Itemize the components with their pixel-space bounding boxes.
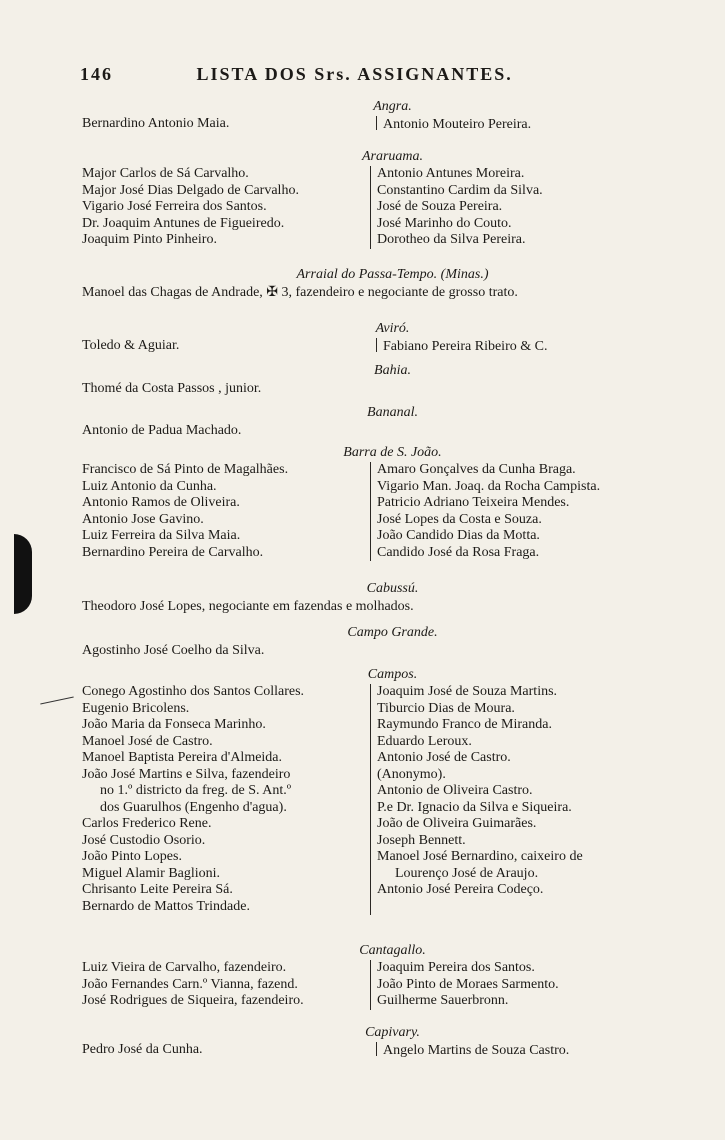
subscriber: Chrisanto Leite Pereira Sá. <box>82 882 233 897</box>
section-barra-de-sao-joao <box>0 444 725 561</box>
place-heading: Campo Grande. <box>347 625 438 640</box>
subscriber: Manoel José Bernardino, caixeiro de <box>377 849 583 864</box>
place-heading: Aviró. <box>375 321 410 336</box>
place-heading: Barra de S. João. <box>343 445 442 460</box>
subscriber: José Rodrigues de Siqueira, fazendeiro. <box>82 993 304 1008</box>
subscriber: Luiz Vieira de Carvalho, fazendeiro. <box>82 960 287 975</box>
subscriber: Eugenio Bricolens. <box>82 700 190 716</box>
subscriber: Dorotheo da Silva Pereira. <box>377 232 526 247</box>
section-campo-grande <box>0 624 725 659</box>
subscriber-continued: dos Guarulhos (Engenho d'agua). <box>100 799 287 815</box>
subscriber: Conego Agostinho dos Santos Collares. <box>82 684 305 699</box>
section-arraial <box>0 266 725 301</box>
subscriber: João Candido Dias da Motta. <box>377 528 540 543</box>
subscriber: Vigario José Ferreira dos Santos. <box>82 199 267 214</box>
subscriber: Angelo Martins de Souza Castro. <box>383 1043 570 1058</box>
subscriber: João de Oliveira Guimarães. <box>377 816 537 831</box>
subscriber: Carlos Frederico Rene. <box>82 816 212 831</box>
subscriber: Antonio José Pereira Codeço. <box>377 882 544 897</box>
subscriber: Antonio Mouteiro Pereira. <box>383 117 532 132</box>
subscriber: Agostinho José Coelho da Silva. <box>82 643 265 658</box>
subscriber: Luiz Antonio da Cunha. <box>82 478 217 494</box>
subscriber: Antonio Jose Gavino. <box>82 511 204 527</box>
subscriber: João Pinto Lopes. <box>82 849 182 864</box>
place-heading: Angra. <box>373 99 412 114</box>
subscriber: João Maria da Fonseca Marinho. <box>82 717 266 732</box>
subscriber: Manoel das Chagas de Andrade, ✠ 3, fazendeiro e negociante de grosso trato. <box>82 285 518 300</box>
section-cantagallo <box>0 942 725 1010</box>
subscriber: Major José Dias Delgado de Carvalho. <box>82 182 299 198</box>
subscriber: Joseph Bennett. <box>377 832 466 848</box>
subscriber: (Anonymo). <box>377 766 446 782</box>
subscriber: José Marinho do Couto. <box>377 215 512 231</box>
subscriber: Constantino Cardim da Silva. <box>377 182 543 198</box>
section-angra <box>0 98 725 134</box>
subscriber: José de Souza Pereira. <box>377 199 503 214</box>
place-heading: Campos. <box>367 667 418 682</box>
subscriber: Tiburcio Dias de Moura. <box>377 700 515 716</box>
subscriber: Candido José da Rosa Fraga. <box>377 544 540 560</box>
subscriber: Raymundo Franco de Miranda. <box>377 717 552 732</box>
subscriber: Joaquim José de Souza Martins. <box>377 684 558 699</box>
subscriber: José Custodio Osorio. <box>82 832 206 848</box>
subscriber: Thomé da Costa Passos , junior. <box>82 381 262 396</box>
subscriber: Antonio de Oliveira Castro. <box>377 783 533 798</box>
place-heading: Cantagallo. <box>359 943 426 958</box>
section-bahia <box>0 362 725 397</box>
place-heading: Capivary. <box>365 1025 420 1040</box>
page-title: LISTA DOS Srs. ASSIGNANTES. <box>196 64 513 84</box>
subscriber: Dr. Joaquim Antunes de Figueiredo. <box>82 215 285 231</box>
subscriber: Toledo & Aguiar. <box>82 338 180 353</box>
subscriber: Antonio Ramos de Oliveira. <box>82 495 240 510</box>
section-cabussu <box>0 580 725 615</box>
subscriber: Francisco de Sá Pinto de Magalhães. <box>82 462 289 477</box>
subscriber: Pedro José da Cunha. <box>82 1042 203 1057</box>
subscriber: Theodoro José Lopes, negociante em fazendas e molhados. <box>82 599 414 614</box>
section-campos <box>0 666 725 915</box>
place-heading: Cabussú. <box>366 581 419 596</box>
subscriber: Antonio de Padua Machado. <box>82 423 242 438</box>
place-heading: Arraial do Passa-Tempo. (Minas.) <box>296 267 489 282</box>
section-araruama <box>0 148 725 249</box>
subscriber: João Fernandes Carn.º Vianna, fazend. <box>82 976 298 992</box>
subscriber-continued: no 1.º districto da freg. de S. Ant.º <box>100 783 292 798</box>
subscriber: Major Carlos de Sá Carvalho. <box>82 166 249 181</box>
place-heading: Bahia. <box>374 363 411 378</box>
subscriber: Joaquim Pereira dos Santos. <box>377 960 535 975</box>
page-number: 146 <box>80 64 113 84</box>
subscriber: Antonio Antunes Moreira. <box>377 166 525 181</box>
section-capivary <box>0 1024 725 1060</box>
subscriber: Eduardo Leroux. <box>377 733 472 749</box>
subscriber: Manoel José de Castro. <box>82 733 213 749</box>
subscriber: Manoel Baptista Pereira d'Almeida. <box>82 750 283 765</box>
subscriber: João Pinto de Moraes Sarmento. <box>377 976 559 992</box>
subscriber: Guilherme Sauerbronn. <box>377 993 509 1008</box>
subscriber: Antonio José de Castro. <box>377 750 511 765</box>
subscriber: Vigario Man. Joaq. da Rocha Campista. <box>377 478 601 494</box>
subscriber: José Lopes da Costa e Souza. <box>377 511 542 527</box>
subscriber: Luiz Ferreira da Silva Maia. <box>82 528 241 543</box>
subscriber: Fabiano Pereira Ribeiro & C. <box>383 339 548 354</box>
subscriber: Joaquim Pinto Pinheiro. <box>82 232 217 247</box>
subscriber: Miguel Alamir Baglioni. <box>82 865 221 881</box>
subscriber: Bernardo de Mattos Trindade. <box>82 898 250 914</box>
section-bananal <box>0 404 725 439</box>
section-aviro <box>0 320 725 356</box>
subscriber: Patricio Adriano Teixeira Mendes. <box>377 495 570 510</box>
subscriber: Bernardino Antonio Maia. <box>82 116 230 131</box>
subscriber: P.e Dr. Ignacio da Silva e Siqueira. <box>377 799 572 815</box>
place-heading: Araruama. <box>361 149 424 164</box>
page-header <box>80 64 680 85</box>
subscriber-continued: Lourenço José de Araujo. <box>395 865 539 881</box>
subscriber: Bernardino Pereira de Carvalho. <box>82 544 264 560</box>
place-heading: Bananal. <box>367 405 418 420</box>
subscriber: Amaro Gonçalves da Cunha Braga. <box>377 462 576 477</box>
subscriber: João José Martins e Silva, fazendeiro <box>82 766 291 782</box>
